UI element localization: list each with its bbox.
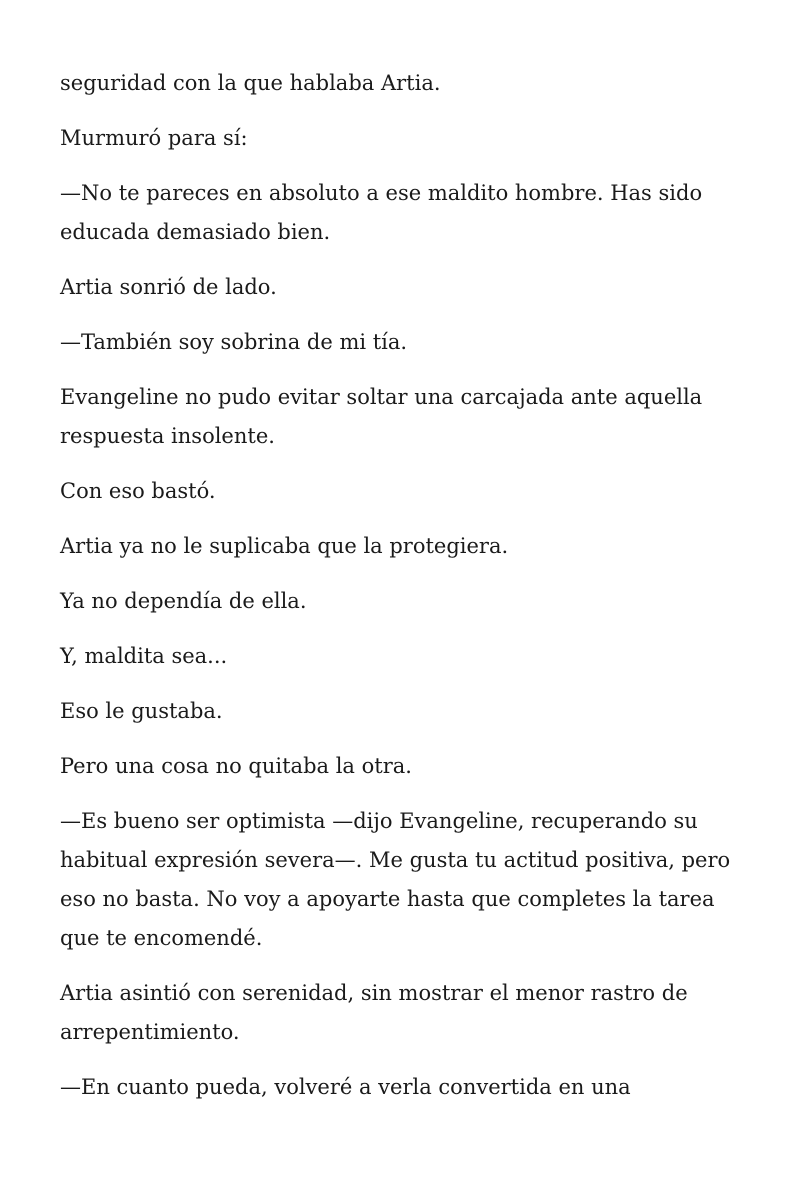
paragraph: Evangeline no pudo evitar soltar una carcajada ante aquella respuesta insolente. xyxy=(60,385,703,448)
paragraph: Ya no dependía de ella. xyxy=(60,589,307,613)
paragraph: Artia ya no le suplicaba que la protegiera. xyxy=(60,534,509,558)
paragraph: —No te pareces en absoluto a ese maldito hombre. Has sido educada demasiado bien. xyxy=(60,181,703,244)
paragraph: —Es bueno ser optimista —dijo Evangeline, recuperando su habitual expresión severa—. Me gusta tu actitud positiva, pero eso no basta. No voy a apoyarte hasta que completes la tarea que te encomendé. xyxy=(60,809,731,950)
paragraph: —También soy sobrina de mi tía. xyxy=(60,330,408,354)
paragraph: Pero una cosa no quitaba la otra. xyxy=(60,754,412,778)
paragraph: Murmuró para sí: xyxy=(60,126,248,150)
paragraph: seguridad con la que hablaba Artia. xyxy=(60,71,441,95)
paragraph: Y, maldita sea... xyxy=(60,644,228,668)
paragraph: Artia sonrió de lado. xyxy=(60,275,277,299)
paragraph: Con eso bastó. xyxy=(60,479,216,503)
paragraph: Eso le gustaba. xyxy=(60,699,223,723)
paragraph: —En cuanto pueda, volveré a verla convertida en una xyxy=(60,1075,631,1099)
book-page-text xyxy=(60,64,750,1123)
paragraph: Artia asintió con serenidad, sin mostrar el menor rastro de arrepentimiento. xyxy=(60,981,688,1044)
